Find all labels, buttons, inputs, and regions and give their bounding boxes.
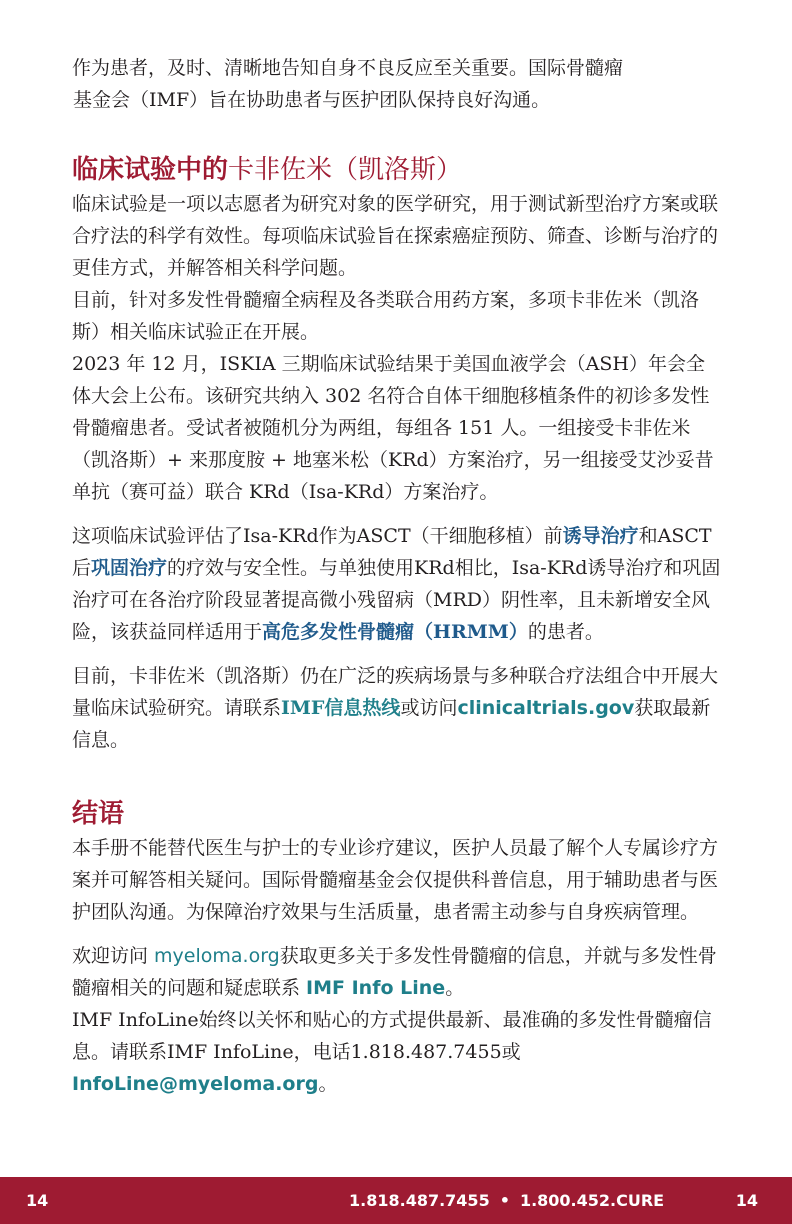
p5-text-1: 目前，卡非佐米（凯洛斯）仍在广泛的疾病场景与多种联合疗法组合中开展大量临床试验研究。请联系 — [72, 665, 719, 719]
c2-text-1: 欢迎访问 — [72, 945, 155, 967]
c3-text-1: IMF InfoLine始终以关怀和贴心的方式提供最新、最准确的多发性骨髓瘤信息。请联系IMF InfoLine，电话1.818.487.7455或 — [72, 1009, 712, 1063]
c3-text-2: 。 — [318, 1073, 338, 1095]
phone-number-2[interactable]: 1.800.452.CURE — [519, 1191, 665, 1210]
trials-paragraph-2: 目前，针对多发性骨髓瘤全病程及各类联合用药方案，多项卡非佐米（凯洛斯）相关临床试验正在开展。 — [72, 289, 700, 343]
footer-bar — [0, 1177, 792, 1224]
conclusion-paragraph-2 — [72, 940, 722, 1004]
p5-text-3: 获取最新信息。 — [72, 697, 711, 751]
trials-paragraph-1: 临床试验是一项以志愿者为研究对象的医学研究，用于测试新型治疗方案或联合疗法的科学有效性。每项临床试验旨在探索癌症预防、筛查、诊断与治疗的更佳方式，并解答相关科学问题。 — [72, 193, 719, 279]
phone-number-1[interactable]: 1.818.487.7455 — [349, 1191, 490, 1210]
page-number-right: 14 — [735, 1191, 758, 1210]
infoline-email-link[interactable]: InfoLine@myeloma.org — [72, 1073, 319, 1095]
footer-phones — [349, 1191, 664, 1210]
conclusion-paragraph-1: 本手册不能替代医生与护士的专业诊疗建议，医护人员最了解个人专属诊疗方案并可解答相关疑问。国际骨髓瘤基金会仅提供科普信息，用于辅助患者与医护团队沟通。为保障治疗效果与生活质量，患者需主动参与自身疾病管理。 — [72, 837, 719, 923]
trials-paragraph-4 — [72, 520, 722, 648]
page-content — [72, 52, 722, 1100]
separator-dot: • — [499, 1191, 510, 1210]
induction-therapy-link[interactable]: 诱导治疗 — [562, 525, 639, 547]
p4-text-1: 这项临床试验评估了Isa-KRd作为ASCT（干细胞移植）前 — [72, 525, 563, 547]
conclusion-heading: 结语 — [72, 799, 125, 829]
conclusion-paragraph-3 — [72, 1004, 722, 1100]
hrmm-link[interactable]: 高危多发性骨髓瘤（HRMM） — [262, 621, 528, 643]
heading-light-part: 卡非佐米（凯洛斯） — [228, 155, 463, 185]
p4-text-3: 的疗效与安全性。与单独使用KRd相比，Isa-KRd诱导治疗和巩固治疗可在各治疗阶段显著提高微小残留病（MRD）阴性率，且未新增安全风险，该获益同样适用于 — [72, 557, 721, 643]
trials-paragraph-5 — [72, 660, 722, 756]
imf-info-line-link[interactable]: IMF Info Line — [306, 977, 446, 999]
heading-bold-part: 临床试验中的 — [72, 155, 229, 185]
consolidation-therapy-link[interactable]: 巩固治疗 — [91, 557, 168, 579]
clinical-trials-heading — [72, 152, 722, 188]
imf-hotline-link[interactable]: IMF信息热线 — [281, 697, 401, 719]
p5-text-2: 或访问 — [400, 697, 458, 719]
intro-paragraph — [72, 52, 722, 116]
p4-text-4: 的患者。 — [527, 621, 604, 643]
intro-line-2: 基金会（IMF）旨在协助患者与医护团队保持良好沟通。 — [73, 89, 551, 111]
page-number-left: 14 — [26, 1191, 49, 1210]
c2-text-3: 。 — [445, 977, 465, 999]
intro-line-1: 作为患者，及时、清晰地告知自身不良反应至关重要。国际骨髓瘤 — [72, 57, 624, 79]
clinicaltrials-link[interactable]: clinicaltrials.gov — [457, 697, 635, 719]
c2-text-2: 获取更多关于多发性骨髓瘤的信息，并就与多发性骨髓瘤相关的问题和疑虑联系 — [72, 945, 717, 999]
myeloma-org-link[interactable]: myeloma.org — [154, 945, 280, 967]
trials-paragraph-3: 2023 年 12 月，ISKIA 三期临床试验结果于美国血液学会（ASH）年会全体大会上公布。该研究共纳入 302 名符合自体干细胞移植条件的初诊多发性骨髓瘤患者。受试者被随机分为两组，每组各 151 人。一组接受卡非佐米（凯洛斯）+ 来那度胺 + 地塞米松（KRd）方案治疗，另一组接受艾沙妥昔单抗（赛可益）联合 KRd（Isa-KRd）方案治疗。 — [72, 353, 714, 503]
p4-text-2: 和ASCT后 — [72, 525, 712, 579]
